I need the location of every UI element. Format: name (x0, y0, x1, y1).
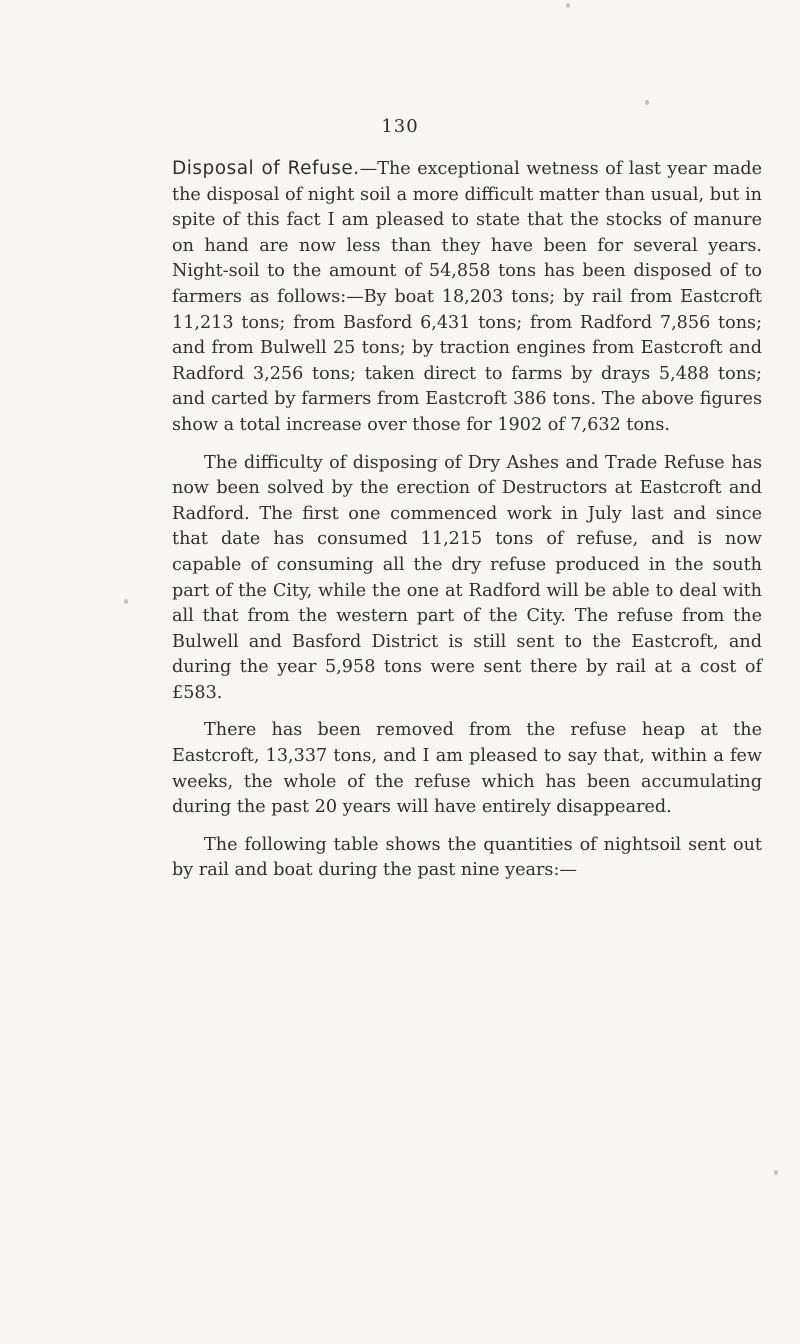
paragraph-disposal-of-refuse (172, 156, 762, 439)
body-text (172, 156, 762, 884)
paragraph-destructors: The difficulty of disposing of Dry Ashes and Trade Refuse has now been solved by the erection of Destructors at Eastcroft and Radford. The first one commenced work in July last and since that date has consumed 11,215 tons of refuse, and is now capable of consuming all the dry refuse produced in the south part of the City, while the one at Radford will be able to deal with all that from the western part of the City. The refuse from the Bulwell and Basford District is still sent to the Eastcroft, and during the year 5,958 tons were sent there by rail at a cost of £583. (172, 452, 762, 703)
paper-speck (124, 599, 128, 604)
paper-speck (566, 3, 570, 8)
page-number: 130 (381, 116, 419, 137)
paper-speck (645, 100, 649, 105)
section-heading: Disposal of Refuse. (172, 158, 360, 179)
paragraph-table-intro: The following table shows the quantities of nightsoil sent out by rail and boat during the past nine years:— (172, 834, 762, 881)
paper-speck (774, 1170, 778, 1175)
paragraph-text: —The exceptional wetness of last year made the disposal of night soil a more difficult matter than usual, but in spite of this fact I am pleased to state that the stocks of manure on hand are now less than they have been for several years. Night-soil to the amount of 54,858 tons has been disposed of to farmers as follows:—By boat 18,203 tons; by rail from Eastcroft 11,213 tons; from Basford 6,431 tons; from Radford 7,856 tons; and from Bulwell 25 tons; by traction engines from Eastcroft and Radford 3,256 tons; taken direct to farms by drays 5,488 tons; and carted by farmers from Eastcroft 386 tons. The above figures show a total increase over those for 1902 of 7,632 tons. (172, 159, 762, 435)
paragraph-refuse-heap: There has been removed from the refuse heap at the Eastcroft, 13,337 tons, and I am pleased to say that, within a few weeks, the whole of the refuse which has been accumulating during the past 20 years will have entirely disappeared. (172, 720, 762, 818)
